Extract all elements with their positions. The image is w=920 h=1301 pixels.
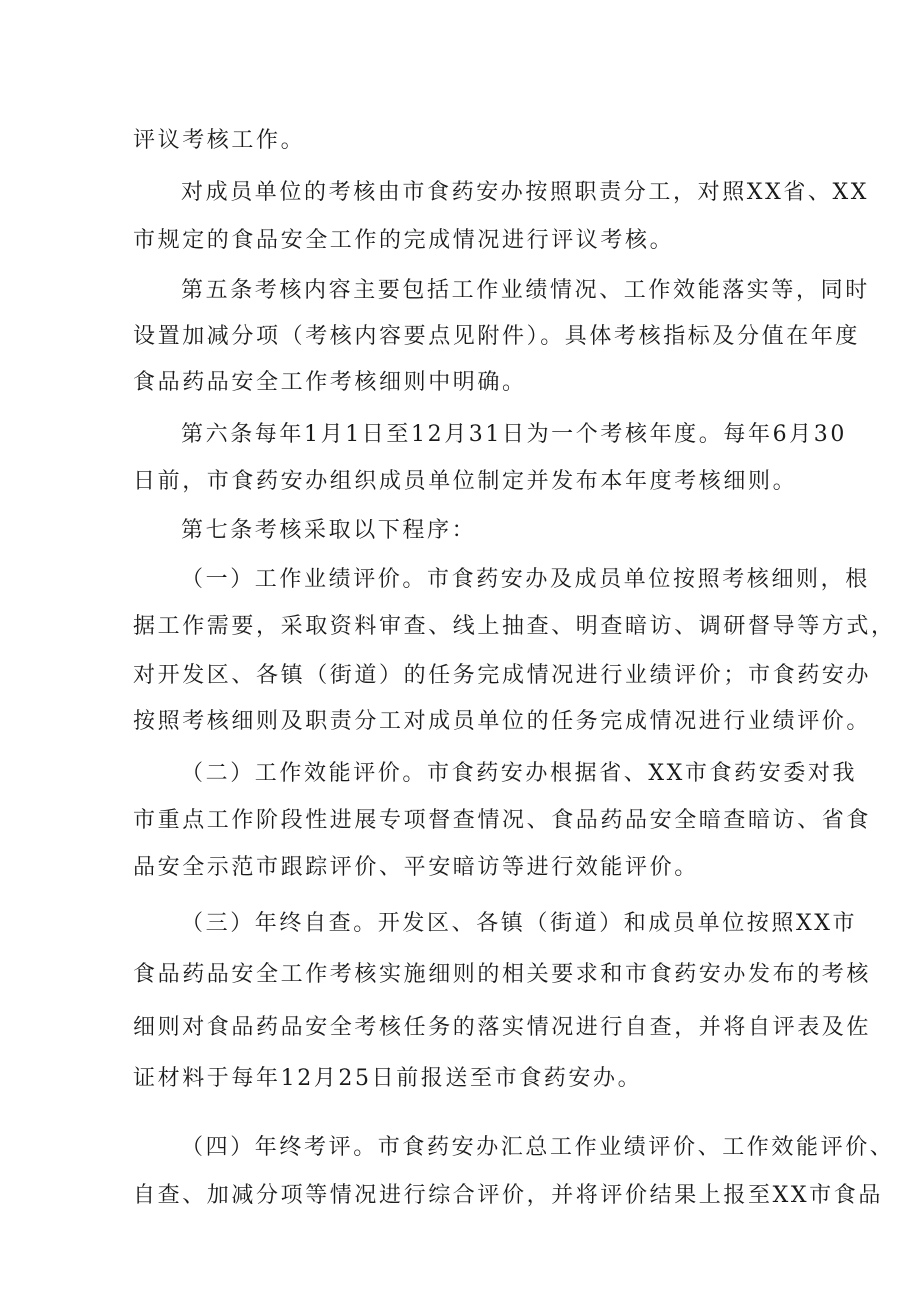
text-line: 据工作需要，采取资料审查、线上抽查、明查暗访、调研督导等方式， [133, 614, 896, 639]
text-line: 对开发区、各镇（街道）的任务完成情况进行业绩评价；市食药安办 [133, 663, 872, 688]
text-line: 对成员单位的考核由市食药安办按照职责分工，对照XX省、XX [181, 180, 870, 205]
text-line: 市规定的食品安全工作的完成情况进行评议考核。 [133, 228, 675, 253]
text-line: 品安全示范市跟踪评价、平安暗访等进行效能评价。 [133, 855, 699, 880]
text-line: 按照考核细则及职责分工对成员单位的任务完成情况进行业绩评价。 [133, 709, 872, 734]
text-line: 证材料于每年12月25日前报送至市食药安办。 [133, 1066, 643, 1091]
text-line: 评议考核工作。 [133, 128, 306, 153]
text-line: 食品药品安全工作考核实施细则的相关要求和市食药安办发布的考核 [133, 962, 872, 987]
text-line: 食品药品安全工作考核细则中明确。 [133, 370, 527, 395]
text-line: 第七条考核采取以下程序： [181, 518, 477, 543]
text-line: 第五条考核内容主要包括工作业绩情况、工作效能落实等，同时 [181, 278, 870, 303]
text-line: 市重点工作阶段性进展专项督查情况、食品药品安全暗查暗访、省食 [133, 808, 872, 833]
text-line: 第六条每年1月1日至12月31日为一个考核年度。每年6月30 [181, 422, 847, 447]
text-line: 自查、加减分项等情况进行综合评价，并将评价结果上报至XX市食品 [133, 1183, 883, 1208]
text-line: （一）工作业绩评价。市食药安办及成员单位按照考核细则，根 [181, 567, 870, 592]
text-line: （四）年终考评。市食药安办汇总工作业绩评价、工作效能评价、 [181, 1135, 895, 1160]
text-line: （三）年终自查。开发区、各镇（街道）和成员单位按照XX市 [181, 911, 858, 936]
text-line: 细则对食品药品安全考核任务的落实情况进行自查，并将自评表及佐 [133, 1015, 872, 1040]
text-line: 设置加减分项（考核内容要点见附件）。具体考核指标及分值在年度 [133, 324, 861, 349]
text-line: 日前，市食药安办组织成员单位制定并发布本年度考核细则。 [133, 469, 798, 494]
text-line: （二）工作效能评价。市食药安办根据省、XX市食药安委对我 [181, 761, 858, 786]
